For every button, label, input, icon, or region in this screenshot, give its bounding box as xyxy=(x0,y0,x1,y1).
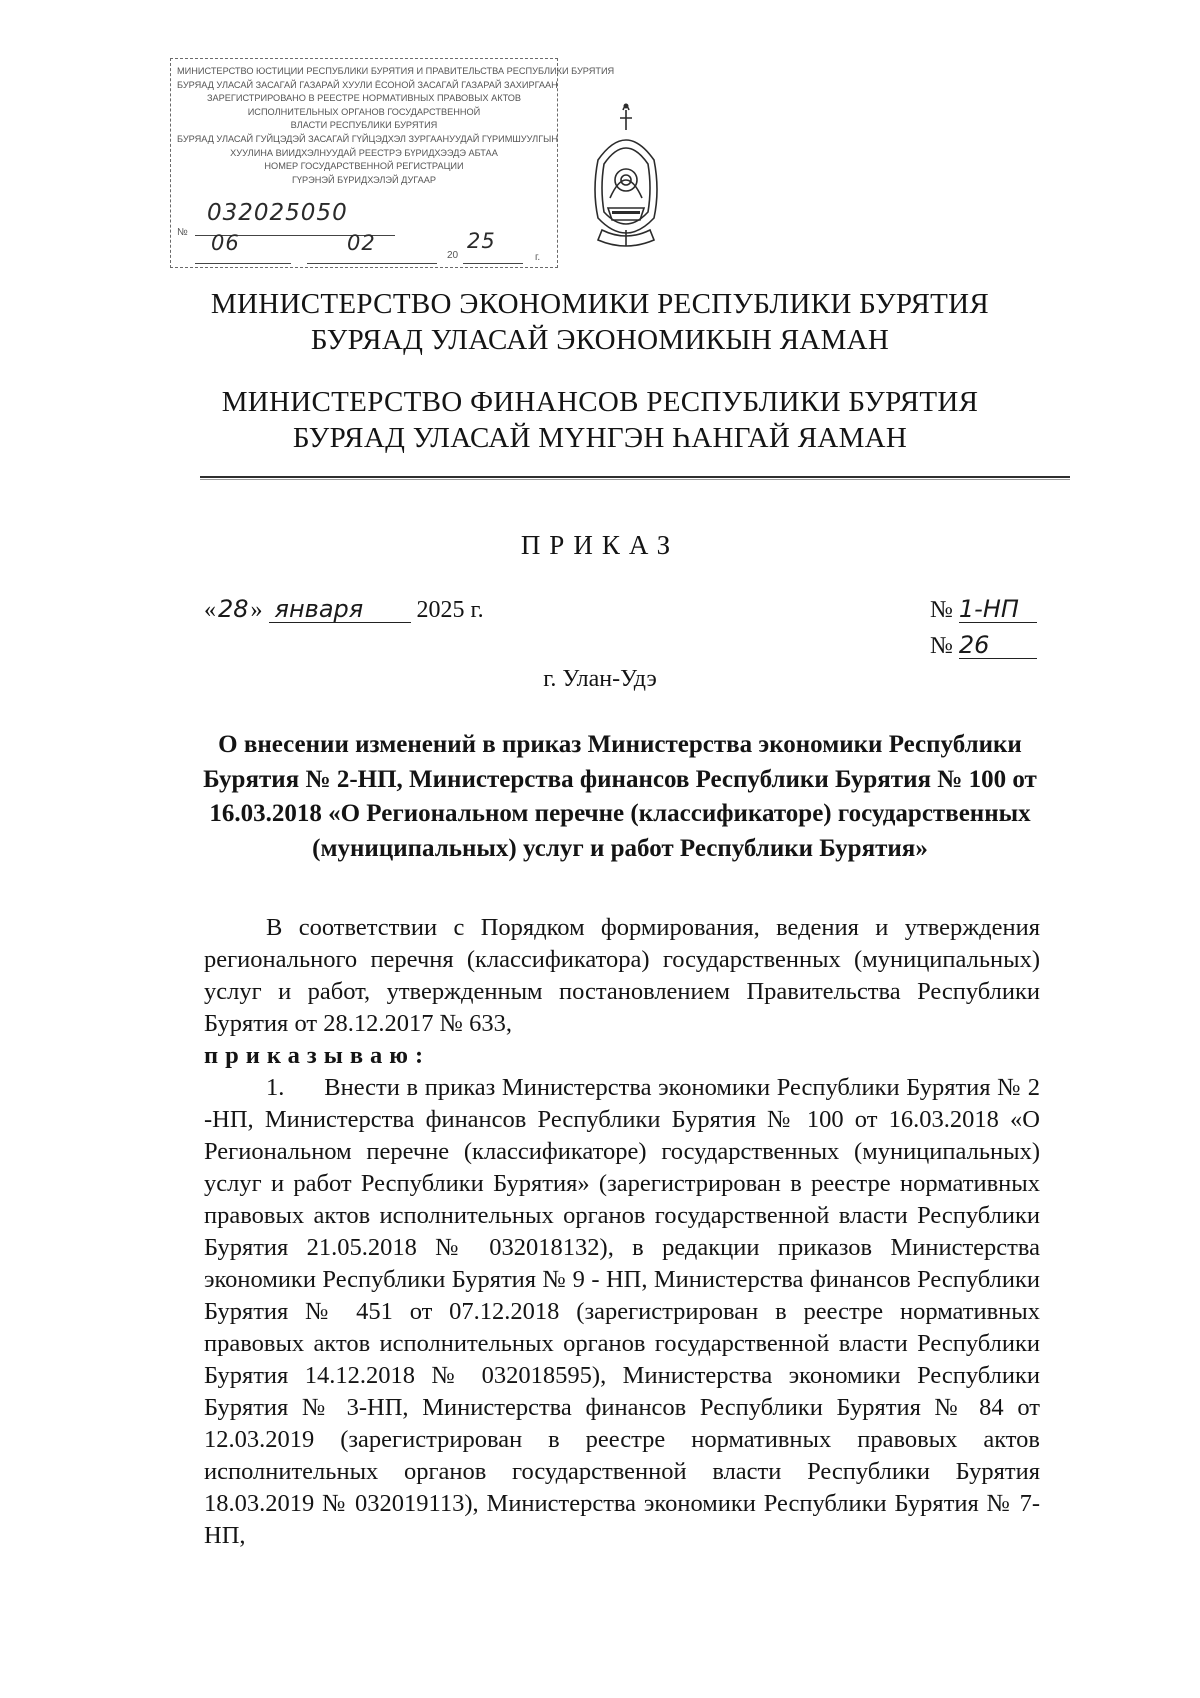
city: г. Улан-Удэ xyxy=(543,666,657,692)
registration-stamp xyxy=(170,58,615,268)
stamp-line: ВЛАСТИ РЕСПУБЛИКИ БУРЯТИЯ xyxy=(290,120,438,131)
order-number-1-value: 1-НП xyxy=(959,596,1037,623)
number-label: № xyxy=(930,633,953,659)
number-label: № xyxy=(930,597,953,623)
stamp-registration-number: 032025050 xyxy=(207,200,348,226)
stamp-day-underline xyxy=(195,263,291,264)
item-1-paragraph: 1. Внести в приказ Министерства экономики Республики Бурятия № 2 -НП, Министерства финансов Республики Бурятия № 100 от 16.03.2018 «О Региональном перечне (классификаторе) государственных (муниципальных) услуг и работ Республики Бурятия» (зарегистрирован в реестре нормативных правовых актов исполнительных органов государственной власти Республики Бурятия 21.05.2018 № 032018132), в редакции приказов Министерства экономики Республики Бурятия № 9 - НП, Министерства финансов Республики Бурятия № 451 от 07.12.2018 (зарегистрирован в реестре нормативных правовых актов исполнительных органов государственной власти Республики Бурятия 14.12.2018 № 032018595), Министерства экономики Республики Бурятия № 3-НП, Министерства финансов Республики Бурятия № 84 от 12.03.2019 (зарегистрирован в реестре нормативных правовых актов исполнительных органов государственной власти Республики Бурятия 18.03.2019 № 032019113), Министерства экономики Республики Бурятия № 7-НП, xyxy=(204,1074,1040,1549)
header-ministry-finance-buryat: БУРЯАД УЛАСАЙ МҮНГЭН ҺАНГАЙ ЯАМАН xyxy=(292,422,908,454)
order-number-2-value: 26 xyxy=(959,632,1037,659)
order-date xyxy=(204,596,484,624)
header-ministry-finance: МИНИСТЕРСТВО ФИНАНСОВ РЕСПУБЛИКИ БУРЯТИЯ xyxy=(221,386,979,418)
emblem-of-buryatia xyxy=(580,80,672,258)
stamp-line: БУРЯАД УЛАСАЙ ЗАСАГАЙ ГАЗАРАЙ ХУУЛИ ЁСОНОЙ ЗАСАГАЙ ГАЗАРАЙ ЗАХИРГААН xyxy=(177,79,558,90)
date-open-quote: « xyxy=(204,597,216,623)
order-number-2 xyxy=(930,628,1037,664)
order-number-1 xyxy=(930,592,1037,628)
stamp-month: 02 xyxy=(347,231,376,255)
order-word: приказываю: xyxy=(204,1042,431,1069)
order-numbers xyxy=(930,592,1037,664)
date-close-quote: » xyxy=(250,597,263,623)
stamp-line: МИНИСТЕРСТВО ЮСТИЦИИ РЕСПУБЛИКИ БУРЯТИЯ И ПРАВИТЕЛЬСТВА РЕСПУБЛИКИ БУРЯТИЯ xyxy=(177,66,615,76)
header-divider xyxy=(200,476,1070,480)
stamp-year-prefix: 20 xyxy=(447,250,459,261)
stamp-year-suffix: 25 xyxy=(467,229,496,253)
date-day: 28 xyxy=(218,595,249,623)
stamp-line: НОМЕР ГОСУДАРСТВЕННОЙ РЕГИСТРАЦИИ xyxy=(264,161,464,172)
stamp-day: 06 xyxy=(211,231,240,255)
stamp-line: ХУУЛИНА ВИИДХЭЛНУУДАЙ РЕЕСТРЭ БҮРИДХЭЭДЭ АБТАА xyxy=(230,147,498,158)
date-year: 2025 г. xyxy=(416,597,484,623)
date-month: января xyxy=(269,596,411,623)
stamp-year-underline xyxy=(463,263,523,264)
preamble-paragraph: В соответствии с Порядком формирования, ведения и утверждения регионального перечня (классификатора) государственных (муниципальных) услуг и работ, утвержденным постановлением Правительства Республики Бурятия от 28.12.2017 № 633, xyxy=(204,914,1040,1037)
document-body xyxy=(204,912,1040,1552)
stamp-line: ИСПОЛНИТЕЛЬНЫХ ОРГАНОВ ГОСУДАРСТВЕННОЙ xyxy=(247,106,481,117)
stamp-line: ГҮРЭНЭЙ БҮРИДХЭЛЭЙ ДУГААР xyxy=(291,174,437,185)
stamp-line: БУРЯАД УЛАСАЙ ГУЙЦЭДЭЙ ЗАСАГАЙ ГҮЙЦЭДХЭЛ ЗУРГААНУУДАЙ ГҮРИМШУУЛГЫН xyxy=(177,133,558,144)
header-ministry-economy-buryat: БУРЯАД УЛАСАЙ ЭКОНОМИКЫН ЯАМАН xyxy=(310,324,890,356)
header-ministry-economy: МИНИСТЕРСТВО ЭКОНОМИКИ РЕСПУБЛИКИ БУРЯТИЯ xyxy=(210,288,990,320)
stamp-line: ЗАРЕГИСТРИРОВАНО В РЕЕСТРЕ НОРМАТИВНЫХ ПРАВОВЫХ АКТОВ xyxy=(206,93,522,104)
stamp-number-label: № xyxy=(177,227,188,238)
document-type: ПРИКАЗ xyxy=(520,530,680,560)
stamp-year-unit: г. xyxy=(535,252,541,263)
document-title: О внесении изменений в приказ Министерства экономики Республики Бурятия № 2-НП, Министерства финансов Республики Бурятия № 100 от 16.03.2018 «О Региональном перечне (классификаторе) государственных (муниципальных) услуг и работ Республики Бурятия» xyxy=(203,731,1037,862)
stamp-month-underline xyxy=(307,263,437,264)
